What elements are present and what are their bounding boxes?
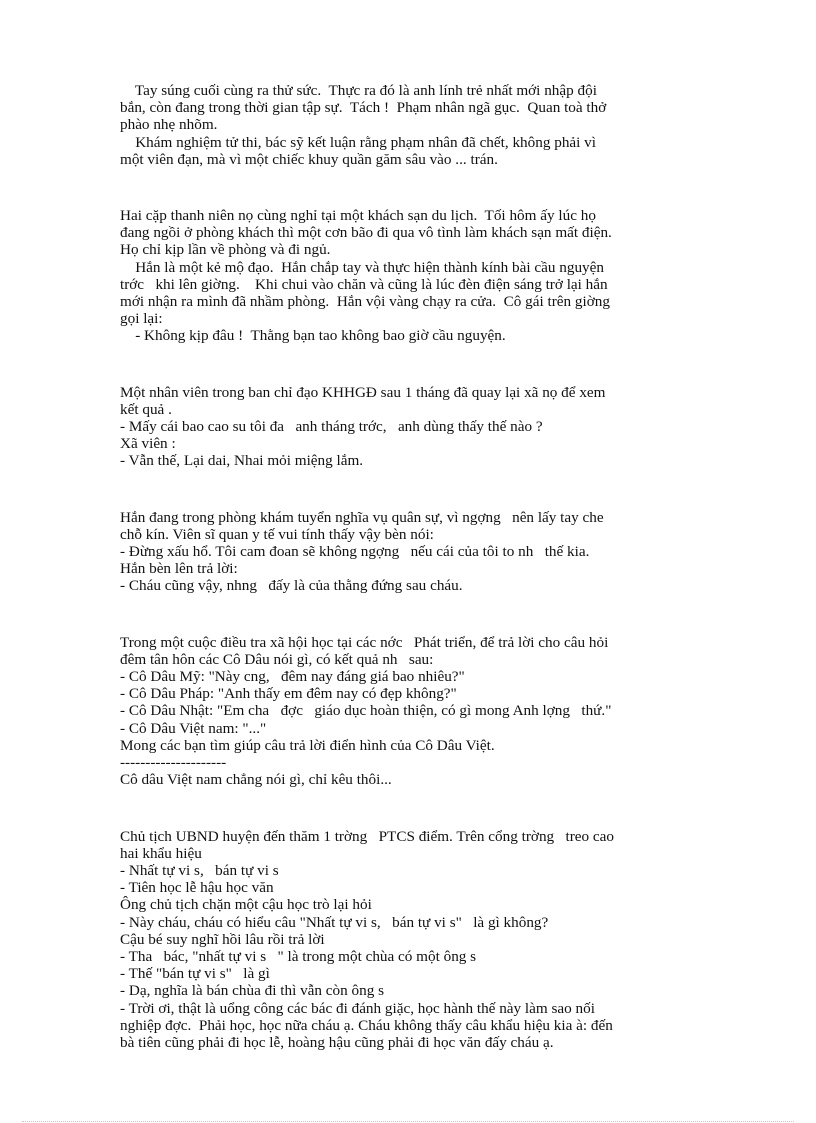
text-line: Trong một cuộc điều tra xã hội học tại các nớc Phát triển, để trả lời cho câu hỏi [120, 633, 609, 651]
story-execution [120, 82, 700, 168]
text-line: - Cháu cũng vậy, nhng đấy là của thằng đứng sau cháu. [120, 577, 463, 595]
text-line: Chủ tịch UBND huyện đến thăm 1 trờng PTCS điểm. Trên cổng trờng treo cao [120, 827, 615, 845]
text-line: - Thế "bán tự vi s" là gì [120, 965, 270, 983]
text-line: - Tiên học lễ hậu học văn [120, 879, 274, 897]
text-line: - Dạ, nghĩa là bán chùa đi thì vẫn còn ông s [120, 982, 385, 1000]
text-line: Xã viên : [120, 435, 176, 453]
text-line: - Nhất tự vi s, bán tự vi s [120, 861, 279, 879]
text-line: - Trời ơi, thật là uổng công các bác đi đánh giặc, học hành thế này làm sao nối [120, 999, 595, 1017]
text-line: Một nhân viên trong ban chỉ đạo KHHGĐ sau 1 tháng đã quay lại xã nọ để xem [120, 383, 606, 401]
text-line: - Cô Dâu Pháp: "Anh thấy em đêm nay có đẹp không?" [120, 685, 457, 703]
text-line: nghiệp đợc. Phải học, học nữa cháu ạ. Cháu không thấy câu khẩu hiệu kia à: đến [120, 1016, 613, 1034]
text-line: phào nhẹ nhõm. [120, 116, 218, 134]
story-school-slogans [120, 828, 700, 1052]
text-line: - Tha bác, "nhất tự vi s " là trong một chùa có một ông s [120, 947, 477, 965]
text-line: - Này cháu, cháu có hiểu câu "Nhất tự vi s, bán tự vi s" là gì không? [120, 913, 549, 931]
text-line: gọi lại: [120, 310, 163, 328]
text-line: Hắn bèn lên trả lời: [120, 560, 238, 578]
text-line: Cô dâu Việt nam chẳng nói gì, chỉ kêu thôi... [120, 771, 392, 789]
text-line: - Cô Dâu Nhật: "Em cha đợc giáo dục hoàn thiện, có gì mong Anh lợng thứ." [120, 702, 612, 720]
text-line: Hắn là một kẻ mộ đạo. Hắn chắp tay và thực hiện thành kính bài cầu nguyện [120, 258, 604, 276]
story-brides-survey [120, 634, 700, 789]
text-line: trớc khi lên giờng. Khi chui vào chăn và cũng là lúc đèn điện sáng trở lại hắn [120, 275, 608, 293]
story-hotel [120, 207, 700, 345]
separator-line: --------------------- [120, 754, 227, 772]
story-family-planning [120, 384, 700, 470]
text-line: đêm tân hôn các Cô Dâu nói gì, có kết quả nh sau: [120, 650, 434, 668]
text-line: bắn, còn đang trong thời gian tập sự. Tách ! Phạm nhân ngã gục. Quan toà thở [120, 99, 607, 117]
page-bottom-divider [22, 1121, 794, 1122]
text-line: một viên đạn, mà vì một chiếc khuy quần găm sâu vào ... trán. [120, 150, 498, 168]
text-line: Khám nghiệm tử thi, bác sỹ kết luận rằng phạm nhân đã chết, không phải vì [120, 133, 596, 151]
text-line: chỗ kín. Viên sĩ quan y tế vui tính thấy vậy bèn nói: [120, 525, 434, 543]
text-line: - Cô Dâu Mỹ: "Này cng, đêm nay đáng giá bao nhiêu?" [120, 668, 465, 686]
text-line: Hắn đang trong phòng khám tuyển nghĩa vụ quân sự, vì ngợng nên lấy tay che [120, 508, 604, 526]
text-line: - Cô Dâu Việt nam: "..." [120, 719, 267, 737]
text-line: - Vẫn thế, Lại dai, Nhai mỏi miệng lắm. [120, 452, 364, 470]
text-line: - Đừng xấu hổ. Tôi cam đoan sẽ không ngợng nếu cái của tôi to nh thế kia. [120, 543, 590, 561]
text-line: Tay súng cuối cùng ra thử sức. Thực ra đó là anh lính trẻ nhất mới nhập đội [120, 82, 597, 99]
text-line: mới nhận ra mình đã nhầm phòng. Hắn vội vàng chạy ra cửa. Cô gái trên giờng [120, 293, 610, 311]
text-line: - Không kịp đâu ! Thằng bạn tao không bao giờ cầu nguyện. [120, 327, 506, 345]
text-line: - Mấy cái bao cao su tôi đa anh tháng trớc, anh dùng thấy thế nào ? [120, 418, 543, 436]
text-line: kết quả . [120, 400, 172, 418]
text-line: Họ chỉ kịp lần về phòng và đi ngủ. [120, 241, 331, 259]
text-line: Hai cặp thanh niên nọ cùng nghỉ tại một khách sạn du lịch. Tối hôm ấy lúc họ [120, 207, 596, 225]
text-line: Mong các bạn tìm giúp câu trả lời điển hình của Cô Dâu Việt. [120, 736, 495, 754]
text-line: bà tiên cũng phải đi học lễ, hoàng hậu cũng phải đi học văn đấy cháu ạ. [120, 1033, 554, 1051]
text-line: Cậu bé suy nghĩ hồi lâu rồi trả lời [120, 930, 325, 948]
text-line: hai khẩu hiệu [120, 844, 202, 862]
story-military-exam [120, 509, 700, 595]
document-body [120, 82, 700, 1051]
text-line: đang ngồi ở phòng khách thì một cơn bão đi qua vô tình làm khách sạn mất điện. [120, 224, 612, 242]
text-line: Ông chủ tịch chặn một cậu học trò lại hỏi [120, 896, 372, 914]
